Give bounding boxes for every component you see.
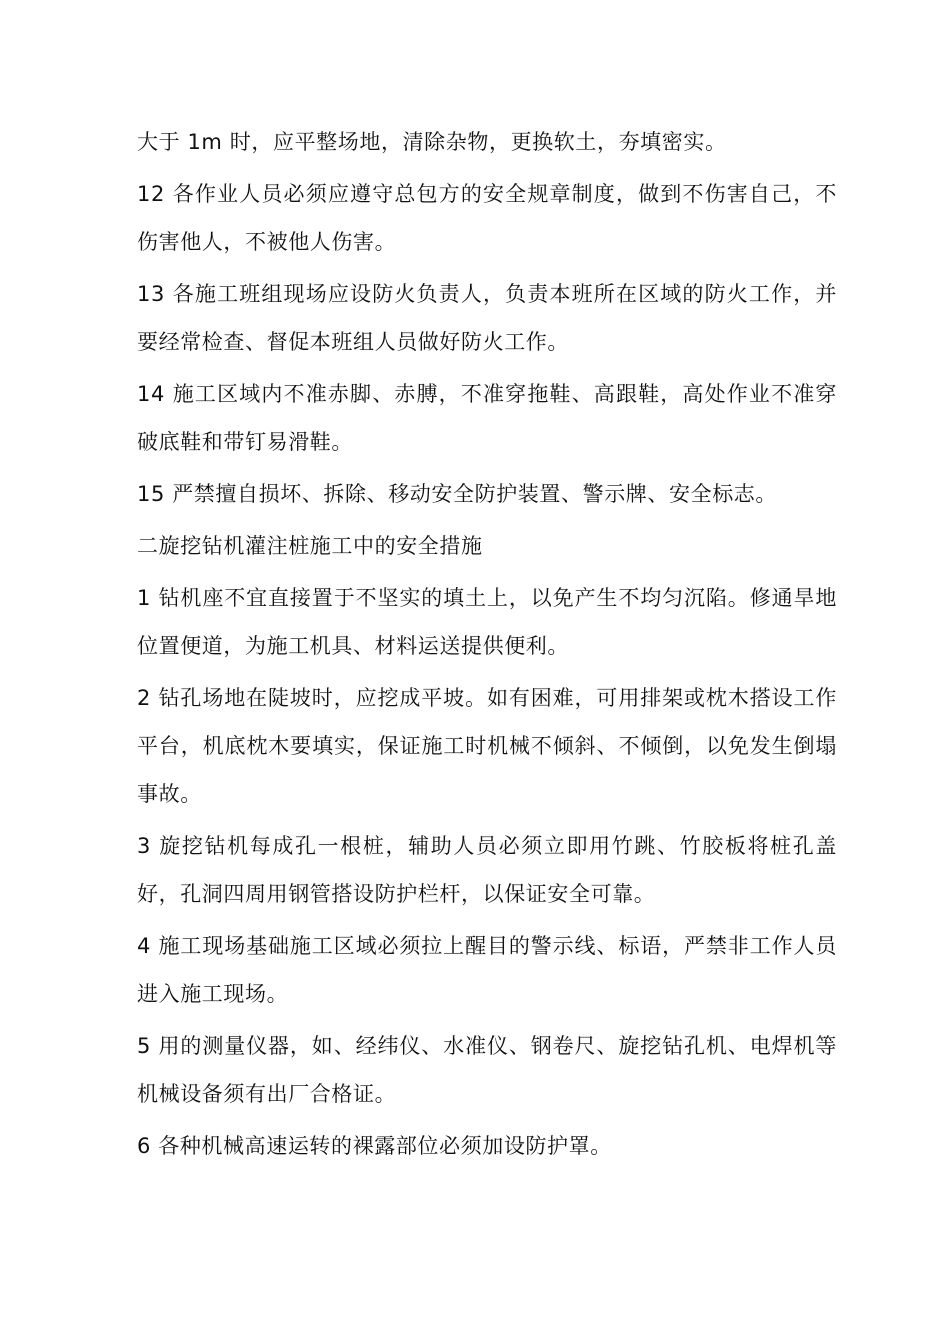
section-item-2: 2 钻孔场地在陡坡时，应挖成平坡。如有困难，可用排架或枕木搭设工作平台，机底枕木要填实，保证施工时机械不倾斜、不倾倒，以免发生倒塌事故。 — [137, 686, 837, 806]
section-item-5: 5 用的测量仪器，如、经纬仪、水准仪、钢卷尺、旋挖钻孔机、电焊机等机械设备须有出厂合格证。 — [137, 1034, 837, 1106]
paragraph-item-15: 15 严禁擅自损坏、拆除、移动安全防护装置、警示牌、安全标志。 — [137, 482, 777, 506]
section-item-3: 3 旋挖钻机每成孔一根桩，辅助人员必须立即用竹跳、竹胶板将桩孔盖好，孔洞四周用钢管搭设防护栏杆，以保证安全可靠。 — [137, 834, 837, 906]
paragraph-item-14: 14 施工区域内不准赤脚、赤膊，不准穿拖鞋、高跟鞋，高处作业不准穿破底鞋和带钉易滑鞋。 — [137, 382, 837, 454]
document-body — [137, 118, 837, 1174]
section-item-6: 6 各种机械高速运转的裸露部位必须加设防护罩。 — [137, 1134, 612, 1158]
section-item-1: 1 钻机座不宜直接置于不坚实的填土上，以免产生不均匀沉陷。修通旱地位置便道，为施工机具、材料运送提供便利。 — [137, 586, 837, 658]
section-heading: 二旋挖钻机灌注桩施工中的安全措施 — [137, 534, 483, 558]
paragraph-item-12: 12 各作业人员必须应遵守总包方的安全规章制度，做到不伤害自己，不伤害他人，不被他人伤害。 — [137, 182, 837, 254]
paragraph-continuation: 大于 1m 时，应平整场地，清除杂物，更换软土，夯填密实。 — [137, 130, 727, 154]
paragraph-item-13: 13 各施工班组现场应设防火负责人，负责本班所在区域的防火工作，并要经常检查、督促本班组人员做好防火工作。 — [137, 282, 837, 354]
section-item-4: 4 施工现场基础施工区域必须拉上醒目的警示线、标语，严禁非工作人员进入施工现场。 — [137, 934, 837, 1006]
